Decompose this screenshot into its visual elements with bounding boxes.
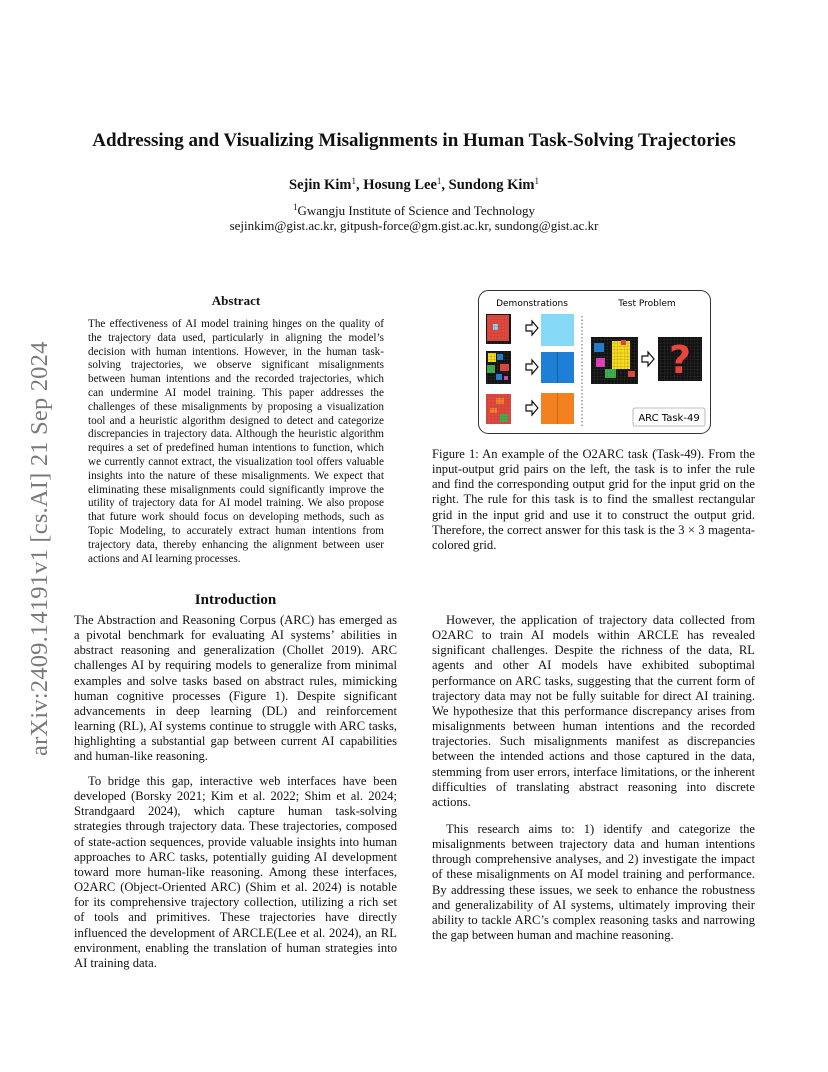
test-output-unknown	[658, 337, 702, 382]
author-separator: ,	[355, 177, 364, 193]
arxiv-stamp-text: arXiv:2409.14191v1 [cs.AI] 21 Sep 2024	[26, 341, 53, 756]
caption-tail: magenta-colored grid.	[432, 522, 755, 552]
author-affil-mark: 1	[436, 176, 442, 186]
demo-2-input	[486, 351, 511, 384]
arc-task-diagram	[478, 290, 711, 434]
figure-caption	[432, 447, 755, 553]
author-separator: ,	[441, 177, 449, 193]
introduction-heading: Introduction	[194, 592, 277, 608]
author-affil-mark: 1	[351, 176, 356, 186]
caption-label: Figure 1:	[432, 447, 479, 461]
intro-paragraph: The Abstraction and Reasoning Corpus (ARC) has emerged as a pivotal benchmark for evaluating AI systems’ abilities in abstract reasoning and generalization (Chollet 2019). ARC challenges AI by requiring models to generalize from minimal examples and solve tasks based on abstract rules, mimicking human cognitive processes (Figure 1). Despite significant advancements in deep learning (DL) and reinforcement learning (RL), AI systems continue to struggle with ARC tasks, highlighting a substantial gap between current AI capabilities and human-like reasoning.	[74, 613, 397, 764]
author-emails: sejinkim@gist.ac.kr, gitpush-force@gm.gist.ac.kr, sundong@gist.ac.kr	[229, 218, 599, 233]
task-label: ARC Task-49	[638, 413, 700, 424]
author-list	[0, 176, 828, 194]
arxiv-stamp	[22, 296, 62, 756]
author-name: Sundong Kim	[448, 177, 535, 193]
caption-text: An example of the O2ARC task (Task-49). From the input-output grid pairs on the left, the task is to infer the rule and find the corresponding output grid for the input grid on the right. The rule for this task is to find the smallest rectangular grid in the input grid and use it to construct the output grid. Therefore, the correct answer for this task is the	[432, 447, 755, 537]
abstract-heading: Abstract	[211, 293, 261, 308]
demo-1-input	[486, 314, 511, 344]
test-problem-label: Test Problem	[618, 299, 676, 309]
test-input-grid	[591, 337, 638, 384]
intro-paragraph: This research aims to: 1) identify and categorize the misalignments between trajectory data and human intentions through comprehensive analyses, and 2) investigate the impact of these misalignments on AI model training and performance. By addressing these issues, we seek to enhance the robustness and generalizability of AI systems, ultimately improving their ability to tackle ARC’s complex reasoning tasks and narrowing the gap between human and machine reasoning.	[432, 822, 755, 943]
figure-1	[478, 290, 711, 434]
demo-3-input	[486, 394, 511, 424]
question-mark-icon: ?	[668, 338, 692, 382]
affiliation-text: Gwangju Institute of Science and Technology	[297, 203, 535, 218]
author-name: Sejin Kim	[289, 177, 352, 193]
demo-3-output	[541, 393, 574, 424]
affiliation-mark: 1	[293, 202, 298, 212]
intro-paragraph: However, the application of trajectory data collected from O2ARC to train AI models within ARCLE has revealed significant challenges. Despite the richness of the data, RL agents and other AI models have exhibited suboptimal performance on ARC tasks, suggesting that the current form of trajectory data may not be fully suitable for direct AI training. We hypothesize that this performance discrepancy arises from misalignments between human intentions and the recorded trajectories. Such misalignments manifest as discrepancies between the intended actions and those captured in the data, stemming from user errors, interface limitations, or the inherent difficulties of translating abstract reasoning into discrete actions.	[432, 613, 755, 809]
author-name: Hosung Lee	[363, 177, 437, 193]
intro-paragraph: To bridge this gap, interactive web interfaces have been developed (Borsky 2021; Kim et al. 2022; Shim et al. 2024; Strandgaard 2024), which capture human task-solving strategies through trajectory data. These trajectories, composed of state-action sequences, provide valuable insights into human approaches to ARC tasks, potentially guiding AI development toward more human-like reasoning. Among these interfaces, O2ARC (Object-Oriented ARC) (Shim et al. 2024) is notable for its comprehensive trajectory collection, utilizing a rich set of tools and primitives. These trajectories have directly influenced the development of ARCLE(Lee et al. 2024), an RL environment, enabling the translation of human strategies into AI training data.	[74, 774, 397, 970]
demo-2-output	[541, 352, 574, 383]
affiliation	[0, 202, 828, 219]
author-affil-mark: 1	[534, 176, 539, 186]
caption-math: 3 × 3	[678, 522, 705, 537]
demo-1-output	[541, 314, 574, 346]
abstract-text: The effectiveness of AI model training hinges on the quality of the trajectory data used, particularly in aligning the model’s decision with human intentions. However, in the human task-solving trajectories, we observe significant misalignments between human intentions and the recorded trajectories, which can undermine AI model training. This paper addresses the challenges of these misalignments by proposing a visualization tool and a heuristic algorithm designed to detect and categorize discrepancies in trajectory data. Although the heuristic algorithm requires a set of predefined human intentions to function, which we currently cannot extract, the visualization tool offers valuable insights into the nature of these misalignments. We expect that eliminating these misalignments could significantly improve the utility of trajectory data for AI model training. We also propose that future work should focus on developing methods, such as Topic Modeling, to accurately extract human intentions from trajectory data, thereby enhancing the alignment between user actions and AI learning processes.	[88, 318, 384, 565]
paper-title: Addressing and Visualizing Misalignments in Human Task-Solving Trajectories	[92, 130, 736, 151]
demonstrations-label: Demonstrations	[496, 299, 568, 309]
